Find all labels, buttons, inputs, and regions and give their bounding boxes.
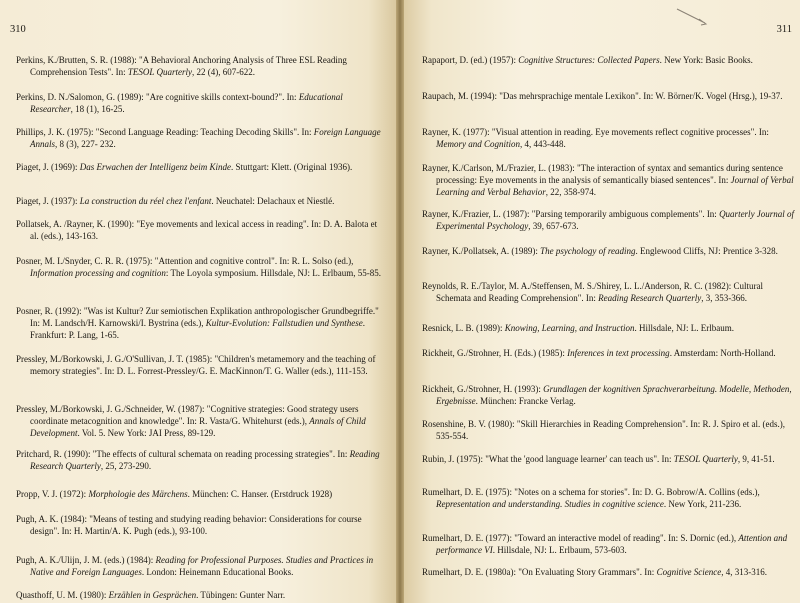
entry-title: Educational Researcher: [30, 92, 343, 115]
entry-text: . Vol. 5. New York: JAI Press, 89-129.: [77, 428, 216, 439]
entry-text: Rumelhart, D. E. (1975): "Notes on a schema for stories". In: D. G. Bobrow/A. Collins (eds.),: [422, 487, 760, 497]
entry-text: Phillips, J. K. (1975): "Second Language Reading: Teaching Decoding Skills". In:: [16, 127, 314, 137]
book-gutter: [396, 0, 404, 603]
entry-text: , 39, 657-673.: [528, 221, 579, 232]
bibliography-entry: [422, 245, 800, 257]
entry-title: Inferences in text processing: [567, 348, 670, 358]
entry-title: Grundlagen der kognitiven Sprachverarbeitung. Modelle, Methoden, Ergebnisse: [436, 384, 792, 407]
entry-title: Erzählen in Gesprächen: [108, 590, 197, 600]
entry-title: Cognitive Structures: Collected Papers: [518, 55, 660, 65]
entry-title: Reading Research Quarterly: [30, 449, 380, 472]
entry-text: . Hillsdale, NJ: L. Erlbaum, 573-603.: [492, 545, 627, 556]
entry-text: Perkins, D. N./Salomon, G. (1989): "Are cognitive skills context-bound?". In:: [16, 92, 299, 102]
entry-title: TESOL Quarterly: [673, 454, 738, 464]
entry-text: Reynolds, R. E./Taylor, M. A./Steffensen, M. S./Shirey, L. L./Anderson, R. C. (1982): Cultural Schemata and Reading Comprehension". In:: [422, 281, 763, 304]
entry-text: . München: C. Hanser. (Erstdruck 1928): [187, 489, 333, 499]
bibliography-entry: [422, 418, 800, 442]
bibliography-entry: [16, 554, 382, 578]
entry-text: Pugh, A. K. (1984): "Means of testing and studying reading behavior: Considerations for course design". In: H. Martin/A. K. Pugh (eds.), 93-100.: [16, 514, 362, 537]
entry-text: , 3, 353-366.: [701, 293, 748, 304]
entry-text: Perkins, K./Brutten, S. R. (1988): "A Behavioral Anchoring Analysis of Three ESL Reading Comprehension Tests". In:: [16, 55, 347, 78]
bibliography-entry: [422, 383, 800, 407]
entry-text: Raupach, M. (1994): "Das mehrsprachige mentale Lexikon". In: W. Börner/K. Vogel (Hrsg.), 19-37.: [422, 91, 783, 101]
entry-text: . New York, 211-236.: [663, 499, 742, 510]
entry-text: Pritchard, R. (1990): "The effects of cultural schemata on reading processing strategies". In:: [16, 449, 350, 459]
entry-text: Rubin, J. (1975): "What the 'good language learner' can teach us". In:: [422, 454, 674, 464]
bibliography-entry: [16, 54, 382, 78]
bibliography-entry: [16, 353, 382, 377]
entry-title: Journal of Verbal Learning and Verbal Behavior: [436, 175, 794, 198]
bibliography-entry: [16, 91, 382, 115]
right-page: [404, 0, 800, 603]
entry-text: , 9, 41-51.: [737, 454, 775, 464]
bibliography-entry: [422, 532, 800, 556]
entry-title: Annals of Child Development: [30, 416, 366, 439]
entry-text: Rumelhart, D. E. (1980a): "On Evaluating Story Grammars". In:: [422, 567, 657, 577]
entry-text: . Stuttgart: Klett. (Original 1936).: [230, 162, 353, 172]
entry-title: Kultur-Evolution: Fallstudien und Synthese: [205, 318, 363, 329]
bibliography-entry: [422, 162, 800, 198]
bibliography-entry: [422, 486, 800, 510]
bibliography-entry: [422, 280, 800, 304]
entry-title: Attention and performance VI: [436, 533, 788, 556]
entry-text: Rickheit, G./Strohner, H. (1993):: [422, 384, 544, 394]
entry-text: , 18 (1), 16-25.: [70, 104, 125, 115]
bibliography-entry: [16, 161, 382, 173]
entry-text: Piaget, J. (1969):: [16, 162, 80, 172]
entry-text: : The Loyola symposium. Hillsdale, NJ: L. Erlbaum, 55-85.: [165, 268, 381, 279]
entry-text: Pugh, A. K./Ulijn, J. M. (eds.) (1984):: [16, 555, 156, 565]
entry-text: Rosenshine, B. V. (1980): "Skill Hierarchies in Reading Comprehension". In: R. J. Spiro et al. (eds.), 535-554.: [422, 419, 785, 442]
entry-text: . Amsterdam: North-Holland.: [669, 348, 776, 358]
bibliography-entry: [16, 589, 382, 601]
entry-title: Foreign Language Annals: [30, 127, 381, 150]
entry-text: , 25, 273-290.: [100, 461, 152, 472]
entry-text: . Tübingen: Gunter Narr.: [196, 590, 286, 600]
bibliography-entry: [422, 208, 800, 232]
bibliography-entry: [422, 566, 800, 578]
entry-text: Rayner, K. (1977): "Visual attention in reading. Eye movements reflect cognitive processes". In:: [422, 127, 769, 137]
entry-text: , 8 (3), 227- 232.: [55, 139, 116, 150]
bibliography-entry: [16, 305, 382, 341]
entry-text: Propp, V. J. (1972):: [16, 489, 89, 499]
entry-text: Rayner, K./Pollatsek, A. (1989):: [422, 246, 541, 256]
entry-text: , 4, 443-448.: [520, 139, 566, 150]
entry-title: TESOL Quarterly: [127, 67, 192, 78]
entry-text: , 22, 358-974.: [545, 187, 596, 198]
entry-text: Rayner, K./Carlson, M./Frazier, L. (1983): "The interaction of syntax and semantics during sentence processing: Eye movements in the analysis of semantically biased sentences". In:: [422, 163, 783, 186]
entry-text: . Englewood Cliffs, NJ: Prentice 3-328.: [635, 246, 778, 256]
entry-text: . London: Heinemann Educational Books.: [141, 567, 294, 578]
left-page-number: 310: [10, 24, 26, 35]
left-page: [0, 0, 396, 603]
entry-text: . Neuchatel: Delachaux et Niestlé.: [211, 196, 335, 206]
entry-text: , 4, 313-316.: [721, 567, 768, 577]
entry-text: , 22 (4), 607-622.: [191, 67, 255, 78]
bibliography-entry: [16, 403, 382, 439]
bibliography-entry: [422, 90, 800, 102]
entry-title: Morphologie des Märchens: [88, 489, 188, 499]
bibliography-entry: [16, 488, 382, 500]
entry-text: Rickheit, G./Strohner, H. (Eds.) (1985):: [422, 348, 568, 358]
entry-title: Cognitive Science: [656, 567, 722, 577]
entry-text: Rumelhart, D. E. (1977): "Toward an interactive model of reading". In: S. Dornic (ed.),: [422, 533, 739, 543]
entry-text: Posner, R. (1992): "Was ist Kultur? Zur semiotischen Explikation anthropologischer Grundbegriffe." In: M. Landsch/H. Karnowski/I. Bystrina (eds.),: [16, 306, 379, 329]
bibliography-entry: [422, 347, 800, 359]
entry-title: Reading Research Quarterly: [598, 293, 702, 304]
entry-text: . München: Francke Verlag.: [475, 396, 576, 407]
bibliography-entry: [16, 218, 382, 242]
entry-text: Rapaport, D. (ed.) (1957):: [422, 55, 519, 65]
entry-text: Posner, M. I./Snyder, C. R. R. (1975): "Attention and cognitive control". In: R. L. Solso (ed.),: [16, 256, 354, 266]
right-page-number: 311: [776, 24, 792, 35]
entry-text: . Hillsdale, NJ: L. Erlbaum.: [634, 323, 734, 333]
bibliography-entry: [16, 195, 382, 207]
bibliography-entry: [422, 322, 800, 334]
bibliography-entry: [16, 513, 382, 537]
entry-text: Pressley, M./Borkowski, J. G./O'Sullivan, J. T. (1985): "Children's metamemory and the teaching of memory strategies". In: D. L. Forrest-Pressley/G. E. MacKinnon/T. G. Waller (eds.), 111-153.: [16, 354, 376, 377]
entry-title: Quarterly Journal of Experimental Psychology: [436, 209, 795, 232]
entry-text: Quasthoff, U. M. (1980):: [16, 590, 109, 600]
bibliography-entry: [16, 448, 382, 472]
bibliography-entry: [16, 255, 382, 279]
entry-text: Rayner, K./Frazier, L. (1987): "Parsing temporarily ambiguous complements". In:: [422, 209, 720, 219]
bibliography-entry: [422, 453, 800, 465]
bibliography-entry: [16, 126, 382, 150]
entry-title: Knowing, Learning, and Instruction: [504, 323, 635, 333]
pencil-mark: [675, 6, 711, 28]
entry-title: La construction du réel chez l'enfant: [79, 196, 212, 206]
entry-text: Pollatsek, A. /Rayner, K. (1990): "Eye movements and lexical access in reading". In: D. A. Balota et al. (eds.), 143-163.: [16, 219, 378, 242]
entry-title: Reading for Professional Purposes. Studies and Practices in Native and Foreign Languages: [30, 555, 374, 578]
entry-text: . New York: Basic Books.: [659, 55, 753, 65]
entry-text: Pressley, M./Borkowski, J. G./Schneider, W. (1987): "Cognitive strategies: Good strategy users coordinate metacognition and knowledge". In: R. Vasta/G. Whitehurst (eds.),: [16, 404, 359, 427]
entry-text: Resnick, L. B. (1989):: [422, 323, 505, 333]
entry-title: Das Erwachen der Intelligenz beim Kinde: [79, 162, 231, 172]
bibliography-entry: [422, 126, 800, 150]
bibliography-entry: [422, 54, 800, 66]
entry-title: The psychology of reading: [540, 246, 636, 256]
entry-title: Information processing and cognition: [30, 268, 166, 279]
entry-text: Piaget, J. (1937):: [16, 196, 80, 206]
entry-text: . Frankfurt: P. Lang, 1-65.: [30, 318, 366, 341]
entry-title: Memory and Cognition: [436, 139, 520, 150]
entry-title: Representation and understanding. Studies in cognitive science: [436, 499, 664, 510]
